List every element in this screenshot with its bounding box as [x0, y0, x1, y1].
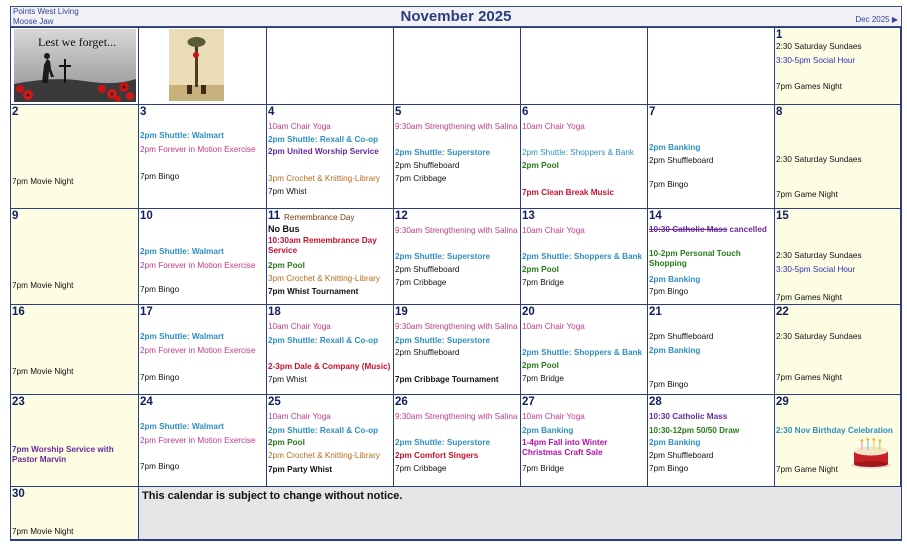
event: 2pm Forever in Motion Exercise [140, 346, 256, 355]
day-cell-27[interactable] [521, 395, 648, 487]
event: 10:30am Remembrance Day Service [268, 236, 377, 255]
day-cell-21[interactable] [648, 305, 775, 395]
event: 2pm Shuttle: Superstore [395, 438, 491, 447]
day-number: 16 [12, 306, 25, 318]
day-number: 20 [522, 306, 535, 318]
event: 7pm Bridge [522, 278, 564, 287]
day-number: 15 [776, 210, 789, 222]
day-cell-11[interactable] [267, 209, 394, 305]
event: 7pm Whist Tournament [268, 287, 359, 296]
event-status: cancelled [727, 225, 767, 234]
event: 10:30 Catholic Mass [649, 225, 728, 234]
event: 2pm Pool [268, 261, 305, 270]
day-cell-14[interactable] [648, 209, 775, 305]
event: 2pm Forever in Motion Exercise [140, 145, 256, 154]
event: 2pm Shuttle: Rexall & Co-op [268, 135, 379, 144]
birthday-cake-icon [849, 435, 893, 469]
event: 9:30am Strengthening with Salina [395, 122, 518, 131]
event: 2pm Shuttle: Walmart [140, 131, 224, 140]
event: 2:30 Saturday Sundaes [776, 155, 862, 164]
event-cancelled [649, 225, 773, 235]
event: 7pm Bingo [140, 462, 180, 471]
event: 7pm Cribbage Tournament [395, 375, 499, 384]
day-number: 22 [776, 306, 789, 318]
day-number: 24 [140, 396, 153, 408]
event: 3:30-5pm Social Hour [776, 265, 856, 274]
day-cell-17[interactable] [139, 305, 267, 395]
event: 10:30 Catholic Mass [649, 412, 728, 421]
event: 2pm Pool [522, 361, 559, 370]
day-cell-2[interactable] [11, 105, 139, 209]
day-cell-24[interactable] [139, 395, 267, 487]
day-number: 23 [12, 396, 25, 408]
day-cell-1[interactable] [775, 28, 901, 105]
event: 2pm Shuffleboard [395, 161, 460, 170]
day-cell-19[interactable] [394, 305, 521, 395]
day-cell-18[interactable] [267, 305, 394, 395]
lest-we-forget-caption: Lest we forget... [38, 35, 117, 49]
day-number: 6 [522, 106, 529, 118]
day-cell-16[interactable] [11, 305, 139, 395]
event: 9:30am Strengthening with Salina [395, 226, 518, 235]
event: 2pm Shuttle: Walmart [140, 247, 224, 256]
day-number: 18 [268, 306, 281, 318]
day-number: 14 [649, 210, 662, 222]
day-cell-9[interactable] [11, 209, 139, 305]
event: 7pm Movie Night [12, 527, 74, 536]
event: 2pm Pool [268, 438, 305, 447]
day-number: 9 [12, 210, 19, 222]
org-location: Moose Jaw [13, 17, 54, 26]
event: 7pm Game Night [776, 465, 838, 474]
event: 2pm Banking [649, 275, 701, 284]
event: 2pm Shuttle: Superstore [395, 336, 491, 345]
next-month-link[interactable]: Dec 2025 ▶ [855, 15, 898, 24]
day-cell-8[interactable] [775, 105, 901, 209]
event: 7pm Whist [268, 375, 307, 384]
event: 2pm Pool [522, 265, 559, 274]
event: 7pm Movie Night [12, 281, 74, 290]
empty-cell [267, 28, 394, 105]
day-number: 12 [395, 210, 408, 222]
event: 2pm Banking [649, 346, 701, 355]
day-number: 4 [268, 106, 275, 118]
event: 2pm Shuttle: Shoppers & Bank [522, 148, 634, 157]
event: 7pm Game Night [776, 190, 838, 199]
event: 2pm Shuffleboard [395, 348, 460, 357]
event: 2pm Shuffleboard [395, 265, 460, 274]
memorial-image-cell [139, 28, 267, 105]
event: 7pm Bingo [649, 287, 689, 296]
day-number: 2 [12, 106, 19, 118]
day-number: 3 [140, 106, 147, 118]
day-number: 26 [395, 396, 408, 408]
day-cell-6[interactable] [521, 105, 648, 209]
event: 2pm Shuttle: Superstore [395, 148, 491, 157]
event: 7pm Bingo [649, 380, 689, 389]
day-cell-25[interactable] [267, 395, 394, 487]
day-number: 1 [776, 29, 783, 41]
event: 2pm United Worship Service [268, 147, 379, 156]
soldier-memorial-icon [169, 29, 224, 101]
month-title: November 2025 [400, 8, 512, 25]
day-number: 11 [268, 210, 281, 222]
remembrance-image-cell [11, 28, 139, 105]
day-number: 19 [395, 306, 408, 318]
event: 10am Chair Yoga [522, 122, 585, 131]
event: 2pm Forever in Motion Exercise [140, 436, 256, 445]
event: 2pm Shuttle: Superstore [395, 252, 491, 261]
event: 10-2pm Personal Touch Shopping [649, 249, 741, 268]
day-cell-26[interactable] [394, 395, 521, 487]
event: 10am Chair Yoga [522, 412, 585, 421]
day-cell-15[interactable] [775, 209, 901, 305]
event: 2:30 Saturday Sundaes [776, 332, 862, 341]
day-number: 29 [776, 396, 789, 408]
day-number: 28 [649, 396, 662, 408]
day-number: 10 [140, 210, 153, 222]
event: 7pm Games Night [776, 293, 842, 302]
event: 2pm Shuttle: Walmart [140, 422, 224, 431]
empty-cell [394, 28, 521, 105]
day-cell-7[interactable] [648, 105, 775, 209]
empty-cell [521, 28, 648, 105]
event: 7pm Whist [268, 187, 307, 196]
event: 7pm Bingo [140, 373, 180, 382]
day-cell-3[interactable] [139, 105, 267, 209]
event: 7pm Bridge [522, 464, 564, 473]
day-number: 13 [522, 210, 535, 222]
event: 7pm Bridge [522, 374, 564, 383]
event: 3pm Crochet & Knitting-Library [268, 274, 380, 283]
day-number: 17 [140, 306, 153, 318]
day-cell-5[interactable] [394, 105, 521, 209]
calendar-header [10, 6, 902, 27]
event: 7pm Bingo [649, 180, 689, 189]
day-cell-23[interactable] [11, 395, 139, 487]
event: 2pm Shuttle: Rexall & Co-op [268, 426, 379, 435]
event: 2pm Shuffleboard [649, 156, 714, 165]
day-number: 8 [776, 106, 783, 118]
event: 7pm Bingo [140, 172, 180, 181]
event: No Bus [268, 224, 300, 234]
day-number: 25 [268, 396, 281, 408]
lest-we-forget-image [14, 29, 136, 102]
event: 7pm Games Night [776, 373, 842, 382]
event: 2pm Shuttle: Shoppers & Bank [522, 252, 643, 261]
day-cell-28[interactable] [648, 395, 775, 487]
day-number: 5 [395, 106, 402, 118]
event: 9:30am Strengthening with Salina [395, 412, 518, 421]
calendar-grid [10, 27, 902, 541]
day-cell-29[interactable] [775, 395, 901, 487]
event: 7pm Games Night [776, 82, 842, 91]
event: 2pm Comfort Singers [395, 451, 479, 460]
event: 2pm Banking [522, 426, 574, 435]
day-number: 30 [12, 488, 25, 500]
day-cell-30[interactable] [11, 487, 139, 540]
day-number: 7 [649, 106, 656, 118]
event: 10am Chair Yoga [522, 226, 585, 235]
event: 10am Chair Yoga [268, 122, 331, 131]
event: 7pm Movie Night [12, 177, 74, 186]
event: 2-3pm Dale & Company (Music) [268, 362, 391, 371]
empty-cell [648, 28, 775, 105]
event: 10am Chair Yoga [522, 322, 585, 331]
day-cell-13[interactable] [521, 209, 648, 305]
event: 2:30 Saturday Sundaes [776, 42, 862, 51]
event: 2pm Pool [522, 161, 559, 170]
event: 2pm Shuttle: Shoppers & Bank [522, 348, 643, 357]
event: 3:30-5pm Social Hour [776, 56, 856, 65]
day-number: 27 [522, 396, 535, 408]
day-cell-22[interactable] [775, 305, 901, 395]
day-number: 21 [649, 306, 662, 318]
event: 7pm Cribbage [395, 174, 447, 183]
event: 2pm Shuffleboard [649, 451, 714, 460]
org-name: Points West Living [13, 7, 79, 16]
event: 2pm Banking [649, 143, 701, 152]
event: 7pm Bingo [140, 285, 180, 294]
day-cell-20[interactable] [521, 305, 648, 395]
event: 7pm Party Whist [268, 465, 333, 474]
event: 2pm Shuttle: Rexall & Co-op [268, 336, 379, 345]
event: 2pm Banking [649, 438, 701, 447]
event: 1-4pm Fall into Winter Christmas Craft Sale [522, 438, 608, 457]
event: 9:30am Strengthening with Salina [395, 322, 518, 331]
event: 7pm Cribbage [395, 464, 447, 473]
event: 2pm Crochet & Knitting-Library [268, 451, 380, 460]
event: 2pm Shuttle: Walmart [140, 332, 224, 341]
event: 10am Chair Yoga [268, 412, 331, 421]
footer-note: This calendar is subject to change without notice. [142, 490, 403, 502]
event: 10am Chair Yoga [268, 322, 331, 331]
event: 2:30 Saturday Sundaes [776, 251, 862, 260]
event: 7pm Cribbage [395, 278, 447, 287]
notice-cell [139, 487, 901, 540]
event: 2pm Shuffleboard [649, 332, 714, 341]
event: 7pm Clean Break Music [522, 188, 614, 197]
event: 3pm Crochet & Knitting-Library [268, 174, 380, 183]
event: 7pm Worship Service with Pastor Marvin [12, 445, 114, 464]
day-label: Remembrance Day [284, 213, 355, 222]
event: 2:30 Nov Birthday Celebration [776, 426, 893, 435]
event: 7pm Movie Night [12, 367, 74, 376]
event: 2pm Forever in Motion Exercise [140, 261, 256, 270]
day-cell-4[interactable] [267, 105, 394, 209]
day-cell-10[interactable] [139, 209, 267, 305]
event: 10:30-12pm 50/50 Draw [649, 426, 740, 435]
event: 7pm Bingo [649, 464, 689, 473]
day-cell-12[interactable] [394, 209, 521, 305]
